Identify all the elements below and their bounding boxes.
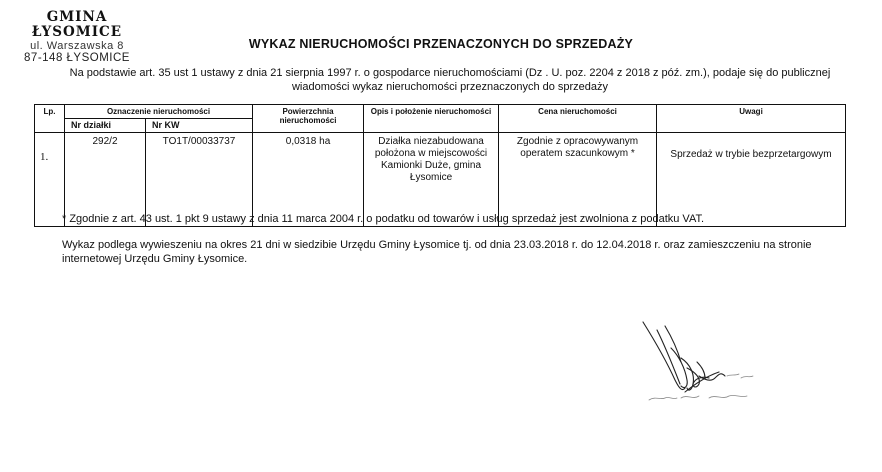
- header-cena: Cena nieruchomości: [499, 105, 657, 133]
- stamp-line-postal: 87-148 ŁYSOMICE: [24, 51, 130, 64]
- publication-line-1: Wykaz podlega wywieszeniu na okres 21 dni w siedzibie Urzędu Gminy Łysomice tj. od dnia 23.03.2018 r. do 12.04.2018 r. oraz zamieszczeniu na stronie: [62, 239, 812, 251]
- cell-lp: 1.: [35, 133, 65, 227]
- cell-opis: Działka niezabudowana położona w miejscowości Kamionki Duże, gmina Łysomice: [364, 133, 499, 227]
- header-uwagi: Uwagi: [657, 105, 846, 133]
- vat-note: * Zgodnie z art. 43 ust. 1 pkt 9 ustawy z dnia 11 marca 2004 r. o podatku od towarów i usług sprzedaż jest zwolniona z podatku VAT.: [62, 213, 705, 225]
- header-powierzchnia: Powierzchnia nieruchomości: [253, 105, 364, 133]
- stamp-line-street: ul. Warszawska 8: [30, 39, 124, 52]
- header-opis: Opis i położenie nieruchomości: [364, 105, 499, 133]
- cell-powierzchnia: 0,0318 ha: [253, 133, 364, 227]
- cell-cena: Zgodnie z opracowywanym operatem szacunkowym *: [499, 133, 657, 227]
- header-nr-kw: Nr KW: [146, 119, 253, 133]
- intro-line-1: Na podstawie art. 35 ust 1 ustawy z dnia 21 sierpnia 1997 r. o gospodarce nieruchomościami (Dz . U. poz. 2204 z 2018 z póź. zm.), podaje się do publicznej: [69, 67, 831, 79]
- header-nr-dzialki: Nr działki: [65, 119, 146, 133]
- signature-icon: [635, 318, 765, 408]
- cell-nr-kw: TO1T/00033737: [146, 133, 253, 227]
- cell-uwagi: Sprzedaż w trybie bezprzetargowym: [657, 133, 846, 227]
- intro-paragraph: [60, 66, 840, 94]
- property-table: [34, 104, 846, 227]
- publication-line-2: internetowej Urzędu Gminy Łysomice.: [62, 253, 248, 265]
- intro-line-2: wiadomości wykaz nieruchomości przeznaczonych do sprzedaży: [291, 81, 609, 93]
- publication-note: [62, 238, 852, 266]
- header-oznaczenie: Oznaczenie nieruchomości: [65, 105, 253, 119]
- stamp-line-municipality: GMINA ŁYSOMICE: [31, 9, 123, 40]
- header-lp: Lp.: [35, 105, 65, 133]
- cell-nr-dzialki: 292/2: [65, 133, 146, 227]
- document-title: WYKAZ NIERUCHOMOŚCI PRZENACZONYCH DO SPRZEDAŻY: [248, 37, 634, 51]
